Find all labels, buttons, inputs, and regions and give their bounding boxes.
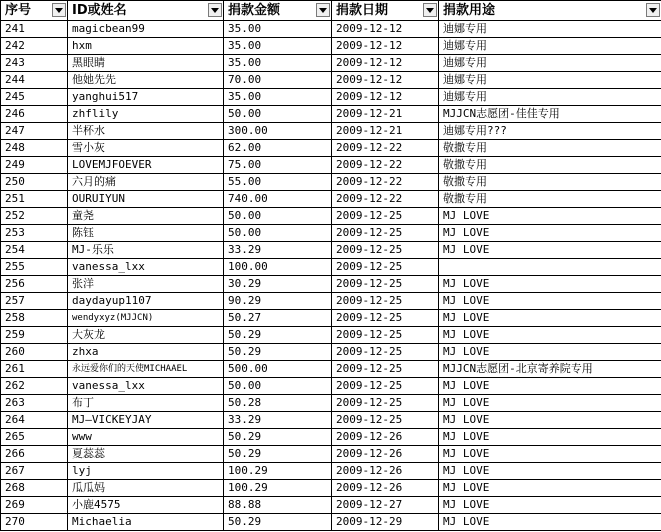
cell-serial-number[interactable]: 266	[1, 446, 68, 463]
cell-id-or-name[interactable]: zhflily	[68, 106, 224, 123]
table-row	[1, 208, 661, 225]
cell-donation-purpose[interactable]: MJ LOVE	[439, 310, 661, 327]
cell-donation-amount[interactable]: 33.29	[224, 242, 332, 259]
cell-donation-purpose[interactable]: 敬撒专用	[439, 191, 661, 208]
cell-donation-purpose[interactable]: MJ LOVE	[439, 463, 661, 480]
cell-id-or-name[interactable]: yanghui517	[68, 89, 224, 106]
cell-donation-purpose[interactable]: 迪娜专用???	[439, 123, 661, 140]
cell-serial-number[interactable]: 244	[1, 72, 68, 89]
cell-id-or-name[interactable]: 小鹿4575	[68, 497, 224, 514]
cell-id-or-name[interactable]: 布丁	[68, 395, 224, 412]
cell-id-or-name[interactable]: 大灰龙	[68, 327, 224, 344]
cell-donation-amount[interactable]: 50.00	[224, 378, 332, 395]
cell-donation-amount[interactable]: 100.29	[224, 480, 332, 497]
cell-serial-number[interactable]: 270	[1, 514, 68, 531]
table-row	[1, 242, 661, 259]
column-header-label: 捐款用途	[443, 3, 496, 18]
cell-donation-purpose[interactable]: 敬撒专用	[439, 140, 661, 157]
cell-donation-amount[interactable]: 50.00	[224, 225, 332, 242]
table-row	[1, 497, 661, 514]
cell-donation-date[interactable]: 2009-12-25	[332, 208, 439, 225]
cell-serial-number[interactable]: 269	[1, 497, 68, 514]
cell-donation-purpose[interactable]: MJ LOVE	[439, 378, 661, 395]
cell-id-or-name[interactable]: 童尧	[68, 208, 224, 225]
cell-id-or-name[interactable]: magicbean99	[68, 21, 224, 38]
dropdown-arrow-icon	[426, 8, 434, 13]
cell-donation-date[interactable]: 2009-12-12	[332, 89, 439, 106]
cell-donation-amount[interactable]: 50.29	[224, 446, 332, 463]
cell-donation-purpose[interactable]: MJ LOVE	[439, 208, 661, 225]
cell-id-or-name[interactable]: 他她先先	[68, 72, 224, 89]
cell-donation-date[interactable]: 2009-12-25	[332, 344, 439, 361]
table-row	[1, 327, 661, 344]
cell-donation-amount[interactable]: 35.00	[224, 55, 332, 72]
cell-donation-date[interactable]: 2009-12-25	[332, 395, 439, 412]
table-row	[1, 89, 661, 106]
cell-serial-number[interactable]: 258	[1, 310, 68, 327]
cell-id-or-name[interactable]: 瓜瓜妈	[68, 480, 224, 497]
cell-serial-number[interactable]: 255	[1, 259, 68, 276]
cell-serial-number[interactable]: 256	[1, 276, 68, 293]
cell-donation-purpose[interactable]: MJ LOVE	[439, 497, 661, 514]
cell-id-or-name[interactable]: vanessa_lxx	[68, 378, 224, 395]
cell-donation-amount[interactable]: 50.00	[224, 106, 332, 123]
cell-id-or-name[interactable]: 夏蕊蕊	[68, 446, 224, 463]
cell-serial-number[interactable]: 263	[1, 395, 68, 412]
dropdown-arrow-icon	[55, 8, 63, 13]
cell-serial-number[interactable]: 253	[1, 225, 68, 242]
cell-id-or-name[interactable]: OURUIYUN	[68, 191, 224, 208]
cell-donation-date[interactable]: 2009-12-21	[332, 106, 439, 123]
column-header-label: 捐款日期	[336, 3, 389, 18]
cell-donation-amount[interactable]: 300.00	[224, 123, 332, 140]
cell-serial-number[interactable]: 250	[1, 174, 68, 191]
cell-id-or-name[interactable]: lyj	[68, 463, 224, 480]
dropdown-arrow-icon	[319, 8, 327, 13]
cell-serial-number[interactable]: 254	[1, 242, 68, 259]
cell-donation-date[interactable]: 2009-12-27	[332, 497, 439, 514]
cell-id-or-name[interactable]: zhxa	[68, 344, 224, 361]
column-header-label: 序号	[5, 3, 32, 18]
cell-id-or-name[interactable]: 半杯水	[68, 123, 224, 140]
cell-donation-date[interactable]: 2009-12-25	[332, 259, 439, 276]
cell-donation-date[interactable]: 2009-12-26	[332, 429, 439, 446]
cell-donation-amount[interactable]: 50.27	[224, 310, 332, 327]
cell-donation-date[interactable]: 2009-12-29	[332, 514, 439, 531]
filter-dropdown-button[interactable]	[208, 3, 222, 17]
cell-donation-purpose[interactable]: 迪娜专用	[439, 72, 661, 89]
cell-serial-number[interactable]: 243	[1, 55, 68, 72]
cell-donation-date[interactable]: 2009-12-12	[332, 72, 439, 89]
cell-donation-amount[interactable]: 50.00	[224, 208, 332, 225]
cell-donation-date[interactable]: 2009-12-12	[332, 21, 439, 38]
table-row	[1, 361, 661, 378]
table-row	[1, 412, 661, 429]
table-row	[1, 395, 661, 412]
table-row	[1, 191, 661, 208]
cell-donation-amount[interactable]: 35.00	[224, 21, 332, 38]
table-row	[1, 72, 661, 89]
cell-id-or-name[interactable]: daydayup1107	[68, 293, 224, 310]
cell-id-or-name[interactable]: hxm	[68, 38, 224, 55]
cell-donation-amount[interactable]: 50.29	[224, 327, 332, 344]
header-row	[1, 1, 661, 21]
cell-donation-purpose[interactable]: MJJCN志愿团-佳佳专用	[439, 106, 661, 123]
cell-donation-date[interactable]: 2009-12-12	[332, 38, 439, 55]
cell-donation-amount[interactable]: 30.29	[224, 276, 332, 293]
cell-serial-number[interactable]: 261	[1, 361, 68, 378]
column-header-label: 捐款金额	[228, 3, 281, 18]
cell-id-or-name[interactable]: LOVEMJFOEVER	[68, 157, 224, 174]
cell-serial-number[interactable]: 251	[1, 191, 68, 208]
cell-serial-number[interactable]: 267	[1, 463, 68, 480]
table-row	[1, 293, 661, 310]
column-header-serial-number	[1, 1, 68, 21]
filter-dropdown-button[interactable]	[52, 3, 66, 17]
cell-id-or-name[interactable]: www	[68, 429, 224, 446]
cell-donation-amount[interactable]: 500.00	[224, 361, 332, 378]
dropdown-arrow-icon	[211, 8, 219, 13]
cell-id-or-name[interactable]: wendyxyz(MJJCN)	[68, 310, 224, 327]
table-row	[1, 106, 661, 123]
cell-donation-amount[interactable]: 50.29	[224, 429, 332, 446]
table-row	[1, 378, 661, 395]
table-row	[1, 21, 661, 38]
cell-id-or-name[interactable]: MJ-乐乐	[68, 242, 224, 259]
cell-donation-amount[interactable]: 50.29	[224, 344, 332, 361]
cell-donation-date[interactable]: 2009-12-25	[332, 276, 439, 293]
table-row	[1, 123, 661, 140]
table-row	[1, 140, 661, 157]
table-row	[1, 514, 661, 531]
cell-donation-date[interactable]: 2009-12-26	[332, 446, 439, 463]
cell-donation-purpose[interactable]: 迪娜专用	[439, 55, 661, 72]
cell-donation-date[interactable]: 2009-12-25	[332, 225, 439, 242]
table-row	[1, 38, 661, 55]
cell-donation-date[interactable]: 2009-12-26	[332, 480, 439, 497]
cell-donation-purpose[interactable]: 迪娜专用	[439, 21, 661, 38]
cell-donation-date[interactable]: 2009-12-21	[332, 123, 439, 140]
cell-donation-purpose[interactable]: MJ LOVE	[439, 242, 661, 259]
cell-donation-purpose[interactable]: MJ LOVE	[439, 429, 661, 446]
column-header-label: ID或姓名	[72, 3, 127, 18]
cell-serial-number[interactable]: 249	[1, 157, 68, 174]
table-row	[1, 429, 661, 446]
cell-donation-purpose[interactable]: MJJCN志愿团-北京寄养院专用	[439, 361, 661, 378]
cell-serial-number[interactable]: 264	[1, 412, 68, 429]
cell-donation-amount[interactable]: 35.00	[224, 38, 332, 55]
cell-id-or-name[interactable]: MJ—VICKEYJAY	[68, 412, 224, 429]
cell-donation-purpose[interactable]: MJ LOVE	[439, 514, 661, 531]
filter-dropdown-button[interactable]	[316, 3, 330, 17]
cell-donation-date[interactable]: 2009-12-25	[332, 361, 439, 378]
table-row	[1, 480, 661, 497]
dropdown-arrow-icon	[649, 8, 657, 13]
table-row	[1, 446, 661, 463]
cell-serial-number[interactable]: 241	[1, 21, 68, 38]
column-header-donation-date	[332, 1, 439, 21]
cell-id-or-name[interactable]: 黑眼睛	[68, 55, 224, 72]
cell-donation-purpose[interactable]: MJ LOVE	[439, 344, 661, 361]
cell-donation-date[interactable]: 2009-12-12	[332, 55, 439, 72]
cell-donation-amount[interactable]: 740.00	[224, 191, 332, 208]
table-row	[1, 55, 661, 72]
cell-serial-number[interactable]: 246	[1, 106, 68, 123]
cell-donation-amount[interactable]: 55.00	[224, 174, 332, 191]
table-row	[1, 157, 661, 174]
table-row	[1, 310, 661, 327]
table-row	[1, 276, 661, 293]
cell-donation-amount[interactable]: 50.28	[224, 395, 332, 412]
cell-donation-purpose[interactable]: MJ LOVE	[439, 327, 661, 344]
cell-serial-number[interactable]: 268	[1, 480, 68, 497]
cell-serial-number[interactable]: 260	[1, 344, 68, 361]
cell-serial-number[interactable]: 262	[1, 378, 68, 395]
cell-id-or-name[interactable]: Michaelia	[68, 514, 224, 531]
cell-serial-number[interactable]: 245	[1, 89, 68, 106]
cell-donation-amount[interactable]: 88.88	[224, 497, 332, 514]
cell-donation-purpose[interactable]: MJ LOVE	[439, 276, 661, 293]
cell-donation-purpose[interactable]: MJ LOVE	[439, 446, 661, 463]
cell-donation-amount[interactable]: 33.29	[224, 412, 332, 429]
cell-serial-number[interactable]: 252	[1, 208, 68, 225]
cell-serial-number[interactable]: 259	[1, 327, 68, 344]
cell-id-or-name[interactable]: 六月的痛	[68, 174, 224, 191]
cell-donation-amount[interactable]: 62.00	[224, 140, 332, 157]
cell-donation-date[interactable]: 2009-12-22	[332, 140, 439, 157]
cell-serial-number[interactable]: 247	[1, 123, 68, 140]
cell-serial-number[interactable]: 248	[1, 140, 68, 157]
cell-donation-amount[interactable]: 50.29	[224, 514, 332, 531]
cell-donation-purpose[interactable]: MJ LOVE	[439, 480, 661, 497]
cell-donation-purpose[interactable]: MJ LOVE	[439, 225, 661, 242]
table-row	[1, 463, 661, 480]
cell-id-or-name[interactable]: 雪小灰	[68, 140, 224, 157]
cell-donation-date[interactable]: 2009-12-22	[332, 174, 439, 191]
filter-dropdown-button[interactable]	[646, 3, 660, 17]
table-row	[1, 259, 661, 276]
column-header-donation-amount	[224, 1, 332, 21]
cell-donation-amount[interactable]: 100.00	[224, 259, 332, 276]
cell-donation-date[interactable]: 2009-12-25	[332, 242, 439, 259]
cell-donation-purpose[interactable]: MJ LOVE	[439, 412, 661, 429]
cell-serial-number[interactable]: 265	[1, 429, 68, 446]
cell-donation-date[interactable]: 2009-12-25	[332, 378, 439, 395]
filter-dropdown-button[interactable]	[423, 3, 437, 17]
cell-donation-purpose[interactable]: 敬撒专用	[439, 157, 661, 174]
cell-donation-purpose[interactable]: MJ LOVE	[439, 395, 661, 412]
cell-donation-date[interactable]: 2009-12-26	[332, 463, 439, 480]
cell-serial-number[interactable]: 257	[1, 293, 68, 310]
cell-donation-purpose[interactable]: 迪娜专用	[439, 89, 661, 106]
table-row	[1, 344, 661, 361]
cell-donation-purpose[interactable]: 敬撒专用	[439, 174, 661, 191]
cell-id-or-name[interactable]: 陈钰	[68, 225, 224, 242]
table-row	[1, 225, 661, 242]
cell-id-or-name[interactable]: 张洋	[68, 276, 224, 293]
column-header-donation-purpose	[439, 1, 661, 21]
cell-donation-amount[interactable]: 75.00	[224, 157, 332, 174]
cell-donation-amount[interactable]: 100.29	[224, 463, 332, 480]
table-row	[1, 174, 661, 191]
cell-id-or-name[interactable]: vanessa_lxx	[68, 259, 224, 276]
cell-donation-amount[interactable]: 70.00	[224, 72, 332, 89]
cell-id-or-name[interactable]: 永远爱你们的天使MICHAAEL	[68, 361, 224, 378]
cell-donation-purpose[interactable]: 迪娜专用	[439, 38, 661, 55]
cell-serial-number[interactable]: 242	[1, 38, 68, 55]
column-header-id-or-name	[68, 1, 224, 21]
cell-donation-amount[interactable]: 35.00	[224, 89, 332, 106]
cell-donation-date[interactable]: 2009-12-25	[332, 310, 439, 327]
cell-donation-date[interactable]: 2009-12-22	[332, 157, 439, 174]
table-body	[1, 21, 661, 531]
cell-donation-date[interactable]: 2009-12-25	[332, 412, 439, 429]
cell-donation-purpose[interactable]: MJ LOVE	[439, 293, 661, 310]
cell-donation-date[interactable]: 2009-12-25	[332, 327, 439, 344]
cell-donation-amount[interactable]: 90.29	[224, 293, 332, 310]
cell-donation-date[interactable]: 2009-12-22	[332, 191, 439, 208]
cell-donation-date[interactable]: 2009-12-25	[332, 293, 439, 310]
cell-donation-purpose[interactable]	[439, 259, 661, 276]
